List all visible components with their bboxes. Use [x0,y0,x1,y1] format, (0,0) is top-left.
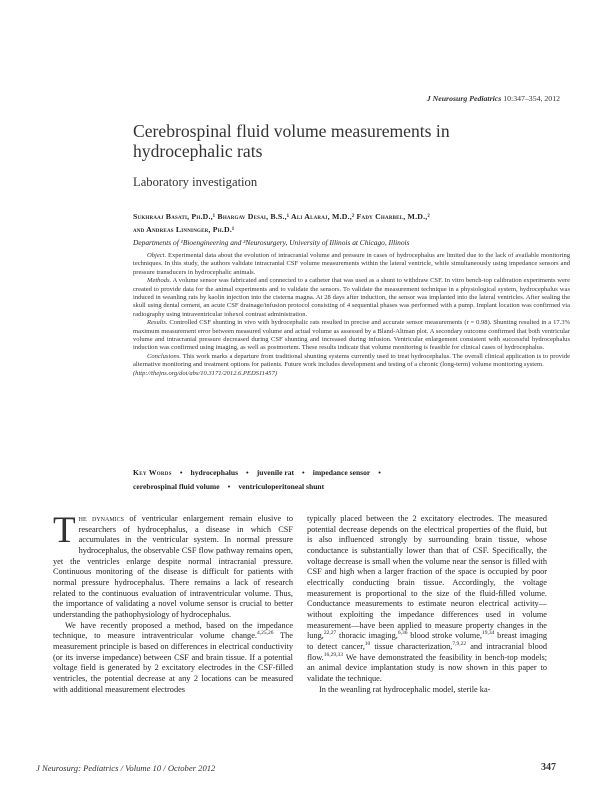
abstract-methods [133,277,570,319]
drop-cap: T [53,510,76,551]
abstract-conclusions-text: This work marks a departure from traditional shunting systems currently used to treat hydrocephalus. The overall clinical application is to provide alternative monitoring and treatment options for patients. Future work includes development and testing of a chronic (long-term) volume monitoring system. [133,352,570,369]
abstract-object-label: Object. [147,252,167,259]
journal-name: J Neurosurg Pediatrics [426,94,502,103]
keyword: ventriculoperitoneal shunt [238,482,325,491]
journal-reference [427,94,560,103]
keywords-label: Key Words [133,468,172,477]
author-list [133,210,573,236]
body-column-right [307,514,547,695]
doi-link[interactable]: (http://thejns.org/doi/abs/10.3171/2012.6.PEDS11457) [133,369,278,377]
paragraph-text: of ventricular enlargement remain elusive to researchers of hydrocephalus, a disease in which CSF accumulates in the ventricular system. In normal pressure hydrocephalus, the observable CSF flow pathway remains open, yet the ventricles enlarge despite normal intracranial pressure. Continuous monitoring of the disease is difficult for patients with normal pressure hydrocephalus. There remains a lack of research related to the continuous evaluation of intraventricular volume. Thus, the importance of validating a novel volume sensor is crucial to better understanding the pathophysiology of hydrocephalus. [53,514,293,619]
paragraph-text: typically placed between the 2 excitatory electrodes. The measured potential decrease depends on the electrical properties of the fluid, but is also influenced strongly by surrounding brain tissue, whose conductance is substantially lower than that of CSF. Specifically, the voltage decrease is small when the volume near the sensor is filled with CSF and high when a larger fraction of the space is occupied by poor electrically conducting brain tissue. Accordingly, the voltage measurement is proportional to the size of the fluid-filled volume. Conductance measurements to estimate neuron electrical activity—without exploiting the impedance differences used in volume measurement—have been applied to measure property changes in the lung, [307,514,547,641]
citation: 6,36 [397,630,408,637]
body-paragraph-2 [53,621,293,696]
body-paragraph-4: In the weanling rat hydrocephalic model, sterile ka- [319,684,491,694]
body-paragraph-3 [307,514,547,685]
citation: 19,34 [482,630,495,637]
citation: 4,25,26 [256,630,274,637]
citation: 16,29,33 [323,651,343,658]
abstract-methods-label: Methods. [147,277,172,285]
citation: 10 [364,641,371,648]
journal-volume-pages: 10:347–354, 2012 [501,94,560,103]
citation: 7,9,22 [452,641,467,648]
abstract-object [133,252,570,277]
bullet-icon: • [378,468,381,477]
paragraph-text: We have demonstrated the feasibility in bench-top models; an animal device implantation study is now shown in this paper to validate the technique. [307,652,547,683]
lead-in-smallcaps: he dynamics [78,514,124,523]
affiliations: Departments of ¹Bioengineering and ²Neurosurgery, University of Illinois at Chicago, Illinois [133,238,410,247]
article-title: Cerebrospinal fluid volume measurements in hydrocephalic rats [133,121,450,161]
keyword: cerebrospinal fluid volume [133,482,220,491]
body-column-left [53,510,293,695]
keyword: juvenile rat [256,468,295,477]
paragraph-text: and intracranial blood flow. [307,641,548,662]
paragraph-text: breast imaging to detect cancer, [307,631,547,651]
authors-line-2: and Andreas Linninger, Ph.D.¹ [133,225,235,234]
authors-line-1: Sukhraaj Basati, Ph.D.,¹ Bhargav Desai, B.S.,¹ Ali Alaraj, M.D.,² Fady Charbel, M.D.,² [133,212,430,221]
paragraph-text: We have recently proposed a method, based on the impedance technique, to measure intraventricular volume change. [53,620,293,641]
abstract-results-label: Results. [147,319,168,327]
abstract-conclusions-label: Conclusions. [147,352,182,360]
abstract-results [133,319,570,353]
keyword: hydrocephalus [190,468,239,477]
abstract-results-text: Controlled CSF shunting in vivo with hydrocephalic rats resulted in precise and accurate sensor measurements (r = 0.98). Shunting resulted in a 17.3% maximum measurement error between measured volume and actual volume as assessed by a Bland-Altman plot. A secondary outcome confirmed that both ventricular volume and intracranial pressure decreased during CSF shunting and increased during infusion. Ventricular enlargement consistent with successful hydrocephalus induction was confirmed using imaging, as well as postmortem. These results indicate that volume monitoring is feasible for clinical cases of hydrocephalus. [133,319,570,352]
paragraph-text: The measurement principle is based on differences in electrical conductivity (or its inverse impedance) between CSF and brain tissue. If a potential voltage field is generated by 2 excitatory electrodes in the CSF-filled ventricles, the potential decrease at any 2 locations can be measured with additional measurement electrodes [53,631,293,694]
paragraph-text: tissue characterization, [370,641,453,651]
keyword: impedance sensor [312,468,371,477]
abstract-conclusions [133,353,570,378]
bullet-icon: • [302,468,305,477]
bullet-icon: • [246,468,249,477]
abstract-object-text: Experimental data about the evolution of intracranial volume and pressure in cases of hydrocephalus are limited due to the lack of available monitoring techniques. In this study, the authors validate intracranial CSF volume measurements within the lateral ventricle, while simultaneously using impedance sensors and pressure transducers in hydrocephalic animals. [133,252,570,276]
footer-journal: J Neurosurg: Pediatrics / Volume 10 / October 2012 [36,763,216,773]
citation: 22,27 [323,630,337,637]
bullet-icon: • [179,468,183,477]
body-paragraph-1 [53,510,293,621]
abstract [133,252,570,378]
paragraph-text: blood stroke volume, [407,631,482,641]
article-subtitle: Laboratory investigation [133,175,258,189]
bullet-icon: • [227,482,231,491]
abstract-methods-text: A volume sensor was fabricated and connected to a catheter that was used as a shunt to withdraw CSF. In vitro bench-top calibration experiments were created to provide data for the animal experiments and to validate the sensors. To validate the measurement technique in a physiological system, hydrocephalus was induced in weanling rats by kaolin injection into the cisterna magna. At 28 days after induction, the sensor was implanted into the lateral ventricles. After sealing the skull using dental cement, an acute CSF drainage/infusion protocol consisting of 4 sequential phases was performed with a pump. Implant location was confirmed via radiography using intraventricular iohexol contrast administration. [133,277,570,318]
paragraph-text: thoracic imaging, [336,631,398,641]
keywords [133,466,573,494]
page-number: 347 [541,762,556,773]
